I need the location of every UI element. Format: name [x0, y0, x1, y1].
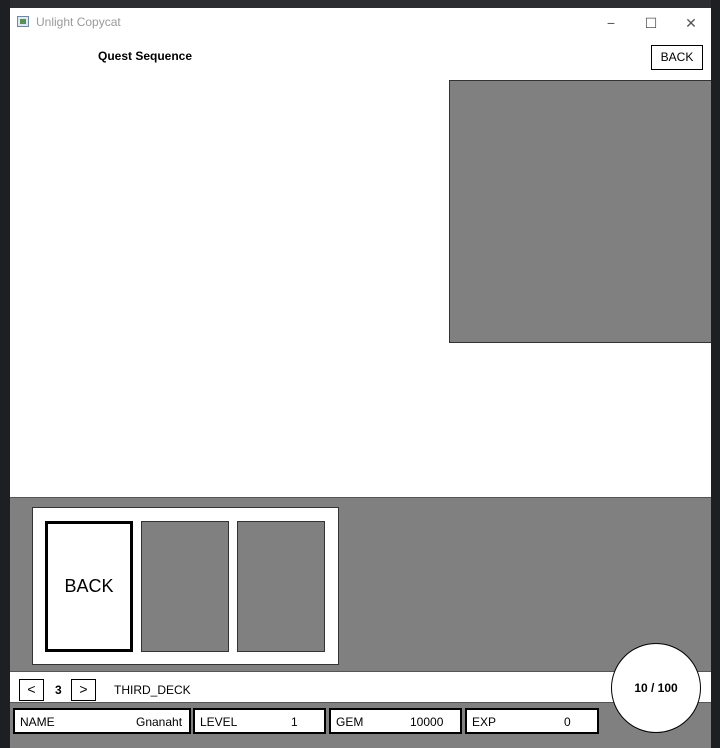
- app-icon: [17, 16, 29, 27]
- card-counter: 10 / 100: [611, 643, 701, 733]
- game-client-area: [10, 38, 711, 748]
- deck-card-box: [32, 507, 339, 665]
- maximize-button[interactable]: ☐: [644, 15, 658, 31]
- gem-value: 10000: [410, 715, 444, 729]
- background-editor-right: [711, 0, 720, 748]
- level-label: LEVEL: [200, 715, 238, 729]
- exp-value: 0: [564, 715, 571, 729]
- prev-deck-button[interactable]: <: [19, 679, 44, 701]
- deck-name: THIRD_DECK: [114, 683, 191, 697]
- card-slot[interactable]: [141, 521, 229, 652]
- minimize-button[interactable]: −: [606, 15, 616, 31]
- window-title: Unlight Copycat: [36, 15, 121, 29]
- close-button[interactable]: ✕: [685, 15, 697, 31]
- name-stat: [13, 708, 191, 734]
- next-deck-button[interactable]: >: [71, 679, 96, 701]
- background-editor-left: [0, 0, 10, 748]
- name-label: NAME: [20, 715, 55, 729]
- name-value: Gnanaht: [136, 715, 183, 729]
- deck-area: [10, 497, 711, 672]
- exp-label: EXP: [472, 715, 497, 729]
- player-stats-bar: [10, 703, 711, 748]
- exp-stat: [465, 708, 599, 734]
- card-back[interactable]: BACK: [45, 521, 133, 652]
- scene-title: Quest Sequence: [98, 49, 193, 63]
- app-window: [10, 8, 711, 748]
- gem-label: GEM: [336, 715, 364, 729]
- quest-preview-panel: [449, 80, 711, 343]
- back-button[interactable]: BACK: [651, 45, 703, 70]
- level-stat: [193, 708, 326, 734]
- deck-navigation-bar: [10, 671, 711, 703]
- card-slot[interactable]: [237, 521, 325, 652]
- title-bar[interactable]: [10, 8, 711, 38]
- level-value: 1: [291, 715, 298, 729]
- deck-page-number: 3: [55, 683, 62, 697]
- gem-stat: [329, 708, 462, 734]
